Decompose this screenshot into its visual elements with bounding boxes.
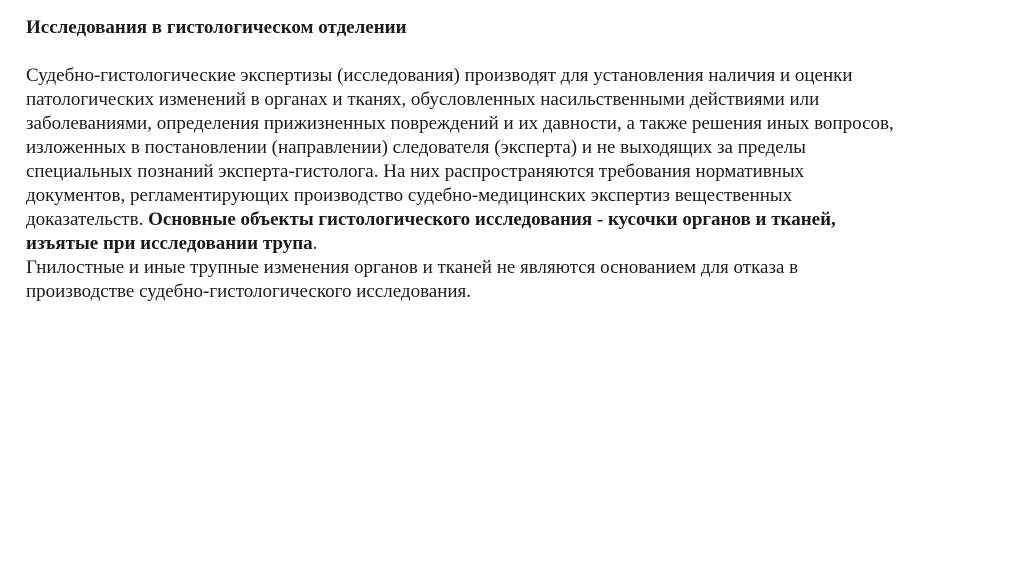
main-objects-emphasis-continued: изъятые при исследовании трупа — [26, 233, 313, 254]
paragraph1-line-7 — [26, 208, 1006, 232]
paragraph1-line-8 — [26, 232, 1006, 256]
paragraph1-line-4: изложенных в постановлении (направлении) следователя (эксперта) и не выходящих за пределы — [26, 137, 806, 158]
paragraph1-line-7-prefix: доказательств. — [26, 209, 149, 230]
paragraph1-line-2: патологических изменений в органах и тканях, обусловленных насильственными действиями или — [26, 89, 820, 110]
title-spacer — [26, 40, 1006, 64]
paragraph1-line-8-suffix: . — [312, 233, 318, 254]
paragraph2-line-1: Гнилостные и иные трупные изменения органов и тканей не являются основанием для отказа в — [26, 257, 799, 278]
slide-content — [26, 16, 1006, 304]
paragraph1-line-1: Судебно-гистологические экспертизы (исследования) производят для установления наличия и оценки — [26, 65, 853, 86]
paragraph-putrefactive-changes — [26, 256, 1006, 304]
paragraph1-line-5: специальных познаний эксперта-гистолога. На них распространяются требования нормативных — [26, 161, 805, 182]
main-objects-emphasis: Основные объекты гистологического исследования - кусочки органов и тканей, — [148, 209, 836, 230]
paragraph1-line-6: документов, регламентирующих производство судебно-медицинских экспертиз вещественных — [26, 185, 793, 206]
paragraph2-line-2: производстве судебно-гистологического исследования. — [26, 281, 472, 302]
paragraph-forensic-examinations — [26, 64, 1006, 256]
page-title: Исследования в гистологическом отделении — [26, 17, 407, 38]
paragraph1-line-3: заболеваниями, определения прижизненных повреждений и их давности, а также решения иных вопросов, — [26, 113, 894, 134]
